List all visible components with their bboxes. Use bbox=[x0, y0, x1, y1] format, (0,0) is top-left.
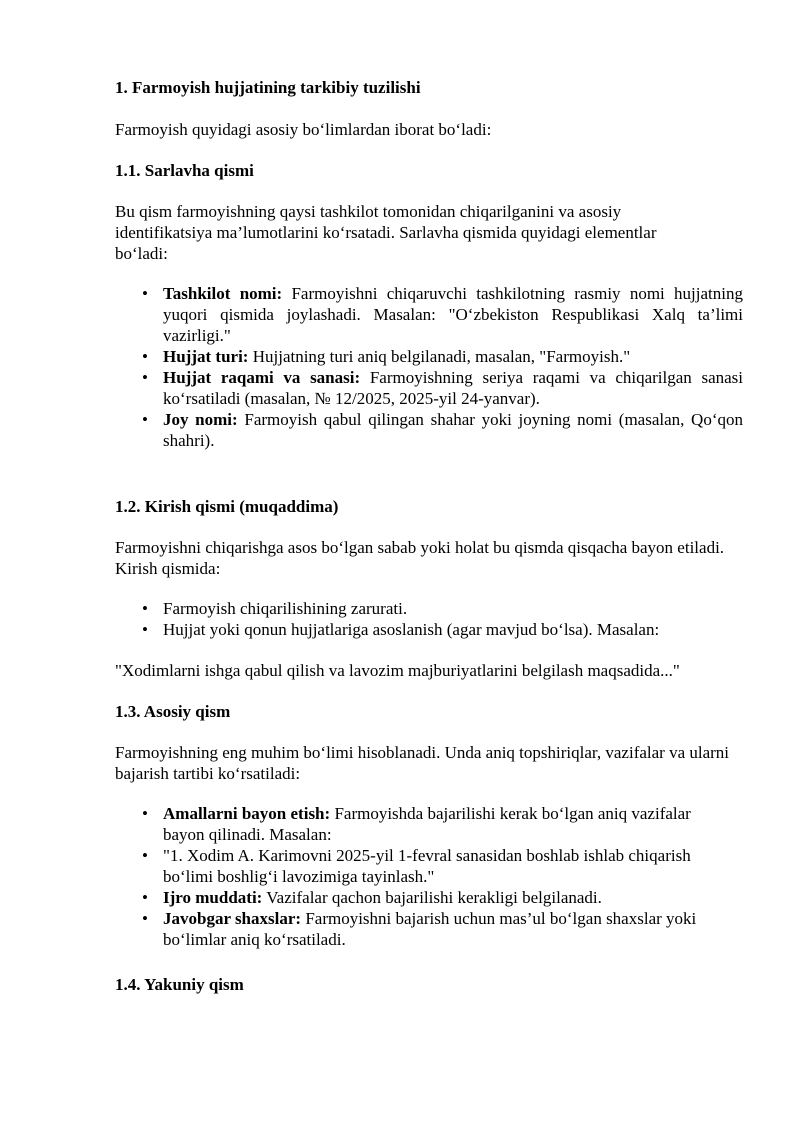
item-label: Ijro muddati: bbox=[163, 888, 263, 907]
bullet-icon: • bbox=[142, 909, 148, 928]
item-text: Farmoyishda bajarilishi kerak bo‘lgan aniq vazifalar bayon qilinadi. Masalan: bbox=[163, 804, 691, 844]
item-text: Farmoyish qabul qilingan shahar yoki joyning nomi (masalan, Qo‘qon shahri). bbox=[163, 410, 743, 450]
example-quote: "Xodimlarni ishga qabul qilish va lavozim majburiyatlarini belgilash maqsadida..." bbox=[115, 661, 680, 680]
item-text: Hujjatning turi aniq belgilanadi, masalan, "Farmoyish." bbox=[248, 347, 631, 366]
item-label: Tashkilot nomi: bbox=[163, 284, 283, 303]
item-text: Farmoyishning seriya raqami va chiqarilgan sanasi ko‘rsatiladi (masalan, № 12/2025, 2025-yil 24-yanvar). bbox=[163, 368, 744, 408]
bullet-icon: • bbox=[142, 599, 148, 618]
list-item bbox=[115, 845, 725, 887]
bullet-icon: • bbox=[142, 804, 148, 823]
item-label: Hujjat raqami va sanasi: bbox=[163, 368, 361, 387]
list-item bbox=[115, 908, 725, 950]
list-item bbox=[115, 346, 743, 367]
bullet-list bbox=[115, 598, 743, 640]
bullet-icon: • bbox=[142, 284, 148, 303]
subsection-heading: 1.4. Yakuniy qism bbox=[115, 975, 244, 994]
item-label: Hujjat turi: bbox=[163, 347, 249, 366]
section-intro: Farmoyish quyidagi asosiy bo‘limlardan iborat bo‘ladi: bbox=[115, 120, 492, 139]
bullet-icon: • bbox=[142, 368, 148, 387]
bullet-icon: • bbox=[142, 347, 148, 366]
list-item bbox=[115, 887, 725, 908]
bullet-icon: • bbox=[142, 620, 148, 639]
subsection-heading: 1.1. Sarlavha qismi bbox=[115, 161, 254, 180]
bullet-list bbox=[115, 803, 725, 950]
list-item bbox=[115, 283, 743, 346]
list-item bbox=[115, 619, 743, 640]
section-heading: 1. Farmoyish hujjatining tarkibiy tuzilishi bbox=[115, 78, 421, 97]
item-text: Farmoyishni bajarish uchun mas’ul bo‘lgan shaxslar yoki bo‘limlar aniq ko‘rsatiladi. bbox=[163, 909, 697, 949]
subsection-intro: Farmoyishning eng muhim bo‘limi hisoblanadi. Unda aniq topshiriqlar, vazifalar va ularni bajarish tartibi ko‘rsatiladi: bbox=[115, 743, 730, 783]
subsection-intro: Farmoyishni chiqarishga asos bo‘lgan sabab yoki holat bu qismda qisqacha bayon etiladi. Kirish qismida: bbox=[115, 538, 725, 578]
bullet-list bbox=[115, 283, 743, 451]
bullet-icon: • bbox=[142, 410, 148, 429]
item-label: Javobgar shaxslar: bbox=[163, 909, 302, 928]
item-text: Hujjat yoki qonun hujjatlariga asoslanish (agar mavjud bo‘lsa). Masalan: bbox=[163, 620, 660, 639]
item-label: Amallarni bayon etish: bbox=[163, 804, 331, 823]
subsection-heading: 1.3. Asosiy qism bbox=[115, 702, 231, 721]
item-text: "1. Xodim A. Karimovni 2025-yil 1-fevral sanasidan boshlab ishlab chiqarish bo‘limi boshlig‘i lavozimiga tayinlash." bbox=[163, 846, 691, 886]
bullet-icon: • bbox=[142, 846, 148, 865]
item-text: Vazifalar qachon bajarilishi kerakligi belgilanadi. bbox=[262, 888, 602, 907]
list-item bbox=[115, 598, 743, 619]
item-label: Joy nomi: bbox=[163, 410, 238, 429]
item-text: Farmoyish chiqarilishining zarurati. bbox=[163, 599, 408, 618]
bullet-icon: • bbox=[142, 888, 148, 907]
list-item bbox=[115, 803, 725, 845]
subsection-intro: Bu qism farmoyishning qaysi tashkilot tomonidan chiqarilganini va asosiy identifikatsiya ma’lumotlarini ko‘rsatadi. Sarlavha qismida quyidagi elementlar bo‘ladi: bbox=[115, 202, 657, 263]
list-item bbox=[115, 367, 743, 409]
item-text: Farmoyishni chiqaruvchi tashkilotning rasmiy nomi hujjatning yuqori qismida joylashadi. Masalan: "O‘zbekiston Respublikasi Xalq ta’limi vazirligi." bbox=[163, 284, 743, 345]
list-item bbox=[115, 409, 743, 451]
subsection-heading: 1.2. Kirish qismi (muqaddima) bbox=[115, 497, 339, 516]
